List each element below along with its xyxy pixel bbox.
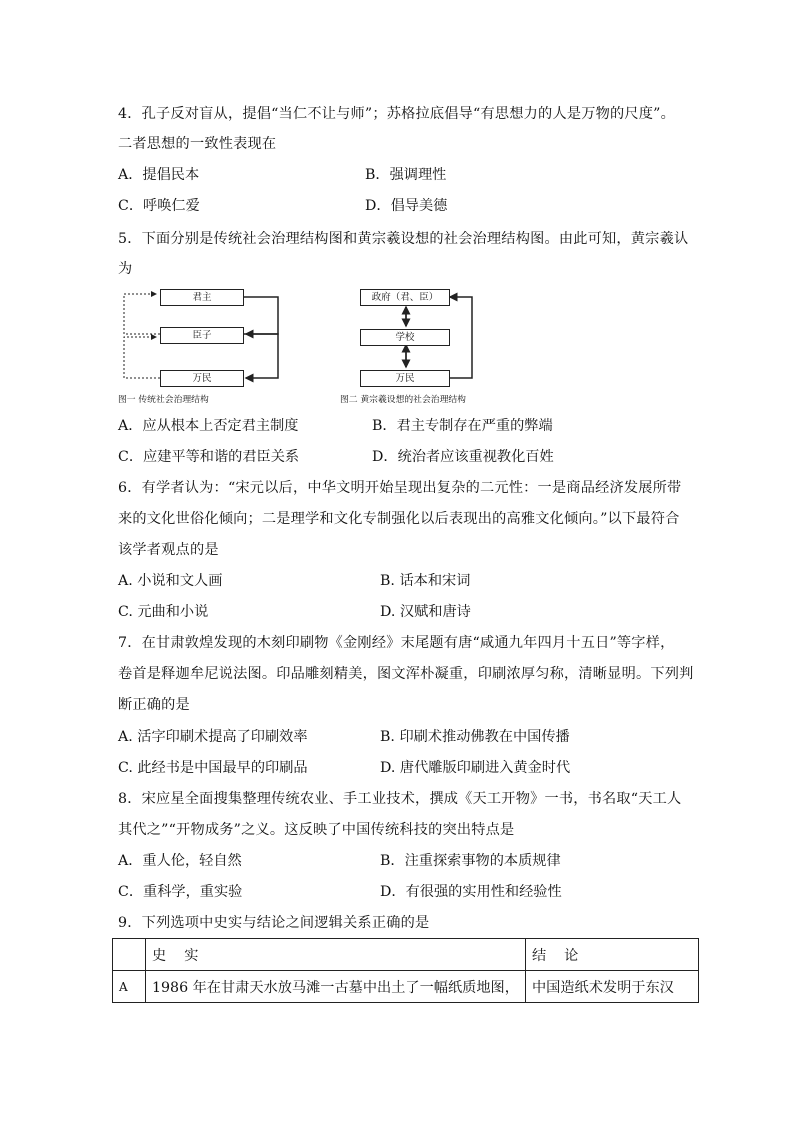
q8-option-b: B．注重探索事物的本质规律 bbox=[380, 853, 561, 869]
table-header-conclusion: 结 论 bbox=[525, 939, 698, 971]
q5-option-b: B．君主专制存在严重的弊端 bbox=[372, 418, 553, 434]
q7-stem-line2: 卷首是释迦牟尼说法图。印品雕刻精美，图文浑朴凝重，印刷浓厚匀称，清晰显明。下列判 bbox=[118, 666, 694, 682]
q6-option-a: A. 小说和文人画 bbox=[118, 573, 223, 589]
diagram2-box-people: 万民 bbox=[360, 370, 450, 387]
q4-option-b: B．强调理性 bbox=[365, 167, 447, 183]
q6-option-d: D. 汉赋和唐诗 bbox=[380, 604, 471, 620]
q4-stem-line1: 4．孔子反对盲从，提倡“当仁不让与师”；苏格拉底倡导“有思想力的人是万物的尺度”。 bbox=[118, 106, 675, 122]
q9-table bbox=[112, 938, 699, 1003]
q4-option-c: C．呼唤仁爱 bbox=[118, 198, 200, 214]
q8-option-c: C．重科学，重实验 bbox=[118, 884, 243, 900]
q7-option-d: D. 唐代雕版印刷进入黄金时代 bbox=[380, 760, 571, 776]
q8-stem-line2: 其代之”“开物成务”之义。这反映了中国传统科技的突出特点是 bbox=[118, 822, 515, 838]
q8-option-a: A．重人伦，轻自然 bbox=[118, 853, 242, 869]
table-header-row bbox=[113, 939, 699, 971]
table-header-facts: 史 实 bbox=[146, 939, 526, 971]
q5-diagrams bbox=[110, 282, 530, 412]
table-row-fact: 1986 年在甘肃天水放马滩一古墓中出土了一幅纸质地图， bbox=[146, 971, 526, 1003]
q7-option-b: B. 印刷术推动佛教在中国传播 bbox=[380, 729, 570, 745]
diagram1-caption: 图一 传统社会治理结构 bbox=[118, 395, 209, 405]
q5-option-a: A．应从根本上否定君主制度 bbox=[118, 418, 299, 434]
q7-stem-line1: 7．在甘肃敦煌发现的木刻印刷物《金刚经》末尾题有唐“咸通九年四月十五日”等字样， bbox=[118, 635, 675, 651]
table-row-letter: A bbox=[113, 971, 146, 1003]
q8-stem-line1: 8．宋应星全面搜集整理传统农业、手工业技术，撰成《天工开物》一书，书名取“天工人 bbox=[118, 791, 682, 807]
diagram1-box-ministers: 臣子 bbox=[160, 327, 244, 344]
diagram1-box-monarch: 君主 bbox=[160, 289, 244, 306]
q6-stem-line1: 6．有学者认为：“宋元以后，中华文明开始呈现出复杂的二元性：一是商品经济发展所带 bbox=[118, 480, 682, 496]
q4-option-a: A．提倡民本 bbox=[118, 167, 200, 183]
q4-option-d: D．倡导美德 bbox=[365, 198, 448, 214]
table-row-conclusion: 中国造纸术发明于东汉 bbox=[525, 971, 698, 1003]
q6-option-b: B. 话本和宋词 bbox=[380, 573, 471, 589]
q8-option-d: D．有很强的实用性和经验性 bbox=[380, 884, 562, 900]
q5-stem-line2: 为 bbox=[118, 261, 133, 277]
diagram2-box-government: 政府（君、臣） bbox=[360, 289, 450, 306]
q6-stem-line2: 来的文化世俗化倾向；二是理学和文化专制强化以后表现出的高雅文化倾向。”以下最符合 bbox=[118, 511, 680, 527]
q5-option-d: D．统治者应该重视教化百姓 bbox=[372, 449, 554, 465]
table-row bbox=[113, 971, 699, 1003]
q6-option-c: C. 元曲和小说 bbox=[118, 604, 209, 620]
q4-stem-line2: 二者思想的一致性表现在 bbox=[118, 136, 277, 152]
diagram2-caption: 图二 黄宗羲设想的社会治理结构 bbox=[340, 395, 466, 405]
q7-option-c: C. 此经书是中国最早的印刷品 bbox=[118, 760, 308, 776]
table-header-blank bbox=[113, 939, 146, 971]
q5-option-c: C．应建平等和谐的君臣关系 bbox=[118, 449, 300, 465]
q7-option-a: A. 活字印刷术提高了印刷效率 bbox=[118, 729, 308, 745]
diagram2-box-school: 学校 bbox=[360, 329, 450, 346]
diagram1-box-people: 万民 bbox=[160, 370, 244, 387]
q6-stem-line3: 该学者观点的是 bbox=[118, 542, 219, 558]
q5-stem-line1: 5．下面分别是传统社会治理结构图和黄宗羲设想的社会治理结构图。由此可知，黄宗羲认 bbox=[118, 231, 689, 247]
q7-stem-line3: 断正确的是 bbox=[118, 697, 190, 713]
q9-stem: 9．下列选项中史实与结论之间逻辑关系正确的是 bbox=[118, 915, 430, 931]
